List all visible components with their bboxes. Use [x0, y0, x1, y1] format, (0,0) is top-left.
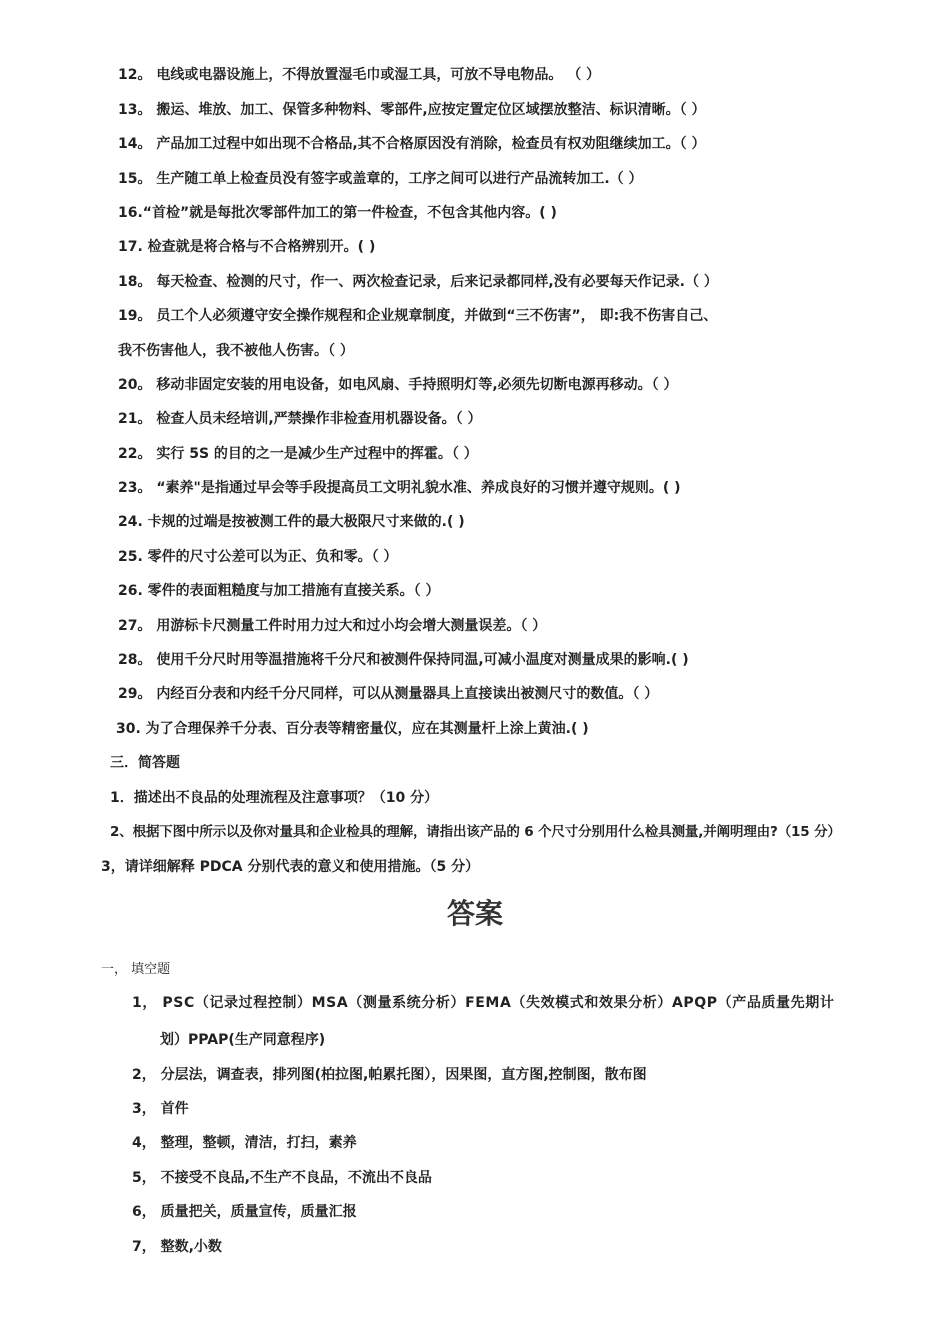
answer-3: 3， 首件 — [132, 1101, 189, 1117]
question-27: 27。 用游标卡尺测量工件时用力过大和过小均会增大测量误差。（ ） — [118, 618, 547, 634]
question-13: 13。 搬运、堆放、加工、保管多种物料、零部件,应按定置定位区域摆放整洁、标识清晰。（ ） — [118, 102, 706, 118]
short-answer-2: 2、根据下图中所示以及你对量具和企业检具的理解，请指出该产品的 6 个尺寸分别用什么检具测量,并阐明理由?（15 分） — [110, 824, 841, 840]
answers-title: 答案 — [446, 897, 503, 930]
question-29: 29。 内经百分表和内经千分尺同样，可以从测量器具上直接读出被测尺寸的数值。（ ） — [118, 686, 659, 702]
short-answer-1: 1．描述出不良品的处理流程及注意事项？（10 分） — [110, 790, 439, 806]
question-28: 28。 使用千分尺时用等温措施将千分尺和被测件保持同温,可减小温度对测量成果的影响.( ) — [118, 652, 689, 668]
question-19-line-1: 19。 员工个人必须遵守安全操作规程和企业规章制度，并做到“三不伤害”， 即:我不伤害自己、 — [118, 308, 718, 324]
answer-4: 4， 整理，整顿，清洁，打扫，素养 — [132, 1135, 357, 1151]
question-26: 26. 零件的表面粗糙度与加工措施有直接关系。（ ） — [118, 583, 440, 599]
question-19-line-2: 我不伤害他人，我不被他人伤害。（ ） — [118, 343, 354, 359]
answer-7: 7， 整数,小数 — [132, 1239, 222, 1255]
answer-1-line-1: 1， PSC（记录过程控制）MSA（测量系统分析）FEMA（失效模式和效果分析）APQP（产品质量先期计 — [132, 995, 835, 1011]
answer-2: 2， 分层法，调查表，排列图(柏拉图,帕累托图），因果图，直方图,控制图，散布图 — [132, 1067, 647, 1083]
question-21: 21。 检查人员未经培训,严禁操作非检查用机器设备。（ ） — [118, 411, 482, 427]
answer-6: 6， 质量把关，质量宣传，质量汇报 — [132, 1204, 357, 1220]
question-17: 17. 检查就是将合格与不合格辨别开。( ) — [118, 239, 376, 255]
question-22: 22。 实行 5S 的目的之一是减少生产过程中的挥霍。（ ） — [118, 446, 478, 462]
question-25: 25. 零件的尺寸公差可以为正、负和零。（ ） — [118, 549, 398, 565]
question-16: 16.“首检”就是每批次零部件加工的第一件检查，不包含其他内容。( ) — [118, 205, 557, 221]
question-15: 15。 生产随工单上检查员没有签字或盖章的，工序之间可以进行产品流转加工.（ ） — [118, 171, 643, 187]
question-23: 23。 “素养"是指通过早会等手段提高员工文明礼貌水准、养成良好的习惯并遵守规则。( ) — [118, 480, 681, 496]
answer-1-line-2: 划）PPAP(生产同意程序) — [160, 1032, 326, 1048]
question-30: 30. 为了合理保养千分表、百分表等精密量仪，应在其测量杆上涂上黄油.( ) — [116, 721, 589, 737]
answers-section-heading: 一， 填空题 — [101, 962, 171, 977]
question-24: 24. 卡规的过端是按被测工件的最大极限尺寸来做的.( ) — [118, 514, 465, 530]
answer-5: 5， 不接受不良品,不生产不良品，不流出不良品 — [132, 1170, 432, 1186]
question-12: 12。 电线或电器设施上，不得放置湿毛巾或湿工具，可放不导电物品。 （ ） — [118, 67, 601, 83]
question-14: 14。 产品加工过程中如出现不合格品,其不合格原因没有消除，检查员有权劝阻继续加工。（ ） — [118, 136, 706, 152]
section-heading-short-answer: 三．简答题 — [110, 755, 180, 771]
short-answer-3: 3，请详细解释 PDCA 分别代表的意义和使用措施。（5 分） — [101, 859, 480, 875]
question-20: 20。 移动非固定安装的用电设备，如电风扇、手持照明灯等,必须先切断电源再移动。（ ） — [118, 377, 678, 393]
question-18: 18。 每天检查、检测的尺寸，作一、两次检查记录，后来记录都同样,没有必要每天作记录.（ ） — [118, 274, 718, 290]
